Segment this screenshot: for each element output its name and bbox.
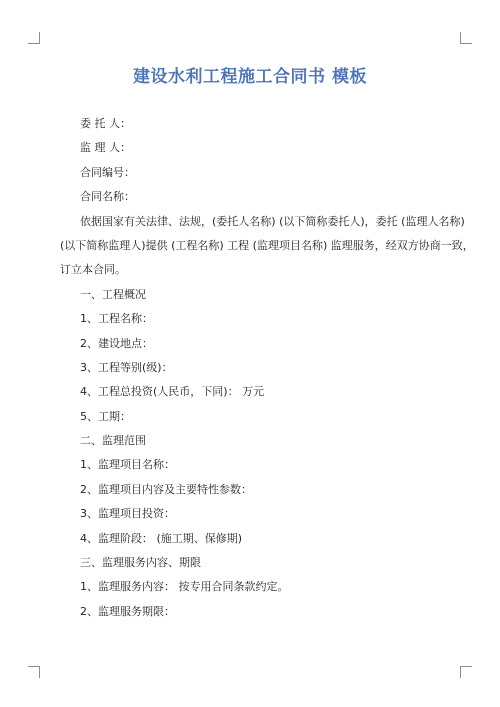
- list-item: 2、监理服务期限：: [80, 604, 175, 618]
- field-contract-name: 合同名称：: [80, 190, 135, 204]
- list-item: 4、工程总投资(人民币，下同)： 万元: [80, 385, 265, 399]
- list-item: 1、监理服务内容： 按专用合同条款约定。: [80, 580, 289, 594]
- document-title: 建设水利工程施工合同书 模板: [133, 67, 367, 87]
- list-item: 2、建设地点：: [80, 336, 153, 350]
- crop-mark-top-left: [28, 32, 40, 44]
- list-item: 5、工期：: [80, 409, 131, 423]
- section-heading-project-overview: 一、工程概况: [80, 287, 146, 301]
- field-client: 委 托 人：: [80, 117, 131, 130]
- paragraph-line: 依据国家有关法律、法规，(委托人名称) (以下简称委托人)，委托 (监理人名称): [80, 214, 465, 228]
- list-item: 1、监理项目名称：: [80, 458, 175, 472]
- list-item: 1、工程名称：: [80, 312, 153, 326]
- crop-mark-bottom-right: [460, 666, 472, 678]
- list-item: 3、工程等别(级)：: [80, 360, 173, 374]
- crop-mark-top-right: [460, 32, 472, 44]
- list-item: 2、监理项目内容及主要特性参数：: [80, 482, 252, 496]
- document-body: [60, 117, 474, 630]
- list-item: 4、监理阶段： (施工期、保修期): [80, 531, 243, 545]
- field-contract-number: 合同编号：: [80, 165, 135, 179]
- paragraph-line: 订立本合同。: [60, 263, 126, 277]
- field-supervisor: 监 理 人：: [80, 141, 131, 155]
- paragraph-line: (以下简称监理人)提供 (工程名称) 工程 (监理项目名称) 监理服务，经双方协商一致，: [60, 238, 474, 252]
- section-heading-service-content: 三、监理服务内容、期限: [80, 556, 201, 570]
- section-heading-supervision-scope: 二、监理范围: [80, 434, 146, 448]
- crop-mark-bottom-left: [28, 666, 40, 678]
- list-item: 3、监理项目投资：: [80, 507, 175, 521]
